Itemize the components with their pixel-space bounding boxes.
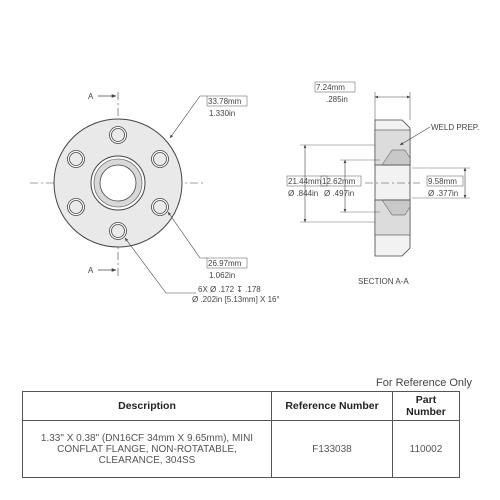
od-dim-mm: 33.78mm <box>208 97 242 106</box>
bc-dim-in: 1.062in <box>209 271 236 280</box>
cell-part-number: 110002 <box>393 421 460 478</box>
front-view <box>30 92 207 293</box>
cell-description: 1.33" X 0.38" (DN16CF 34mm X 9.65mm), MINI CONFLAT FLANGE, NON-ROTATABLE, CLEARANCE, 304SS <box>23 421 272 478</box>
od-dim-in: 1.330in <box>209 109 236 118</box>
table-row <box>23 421 460 478</box>
d1-dim-in: Ø .844in <box>288 189 319 198</box>
d3-dim-mm: 9.58mm <box>428 177 457 186</box>
reference-note: For Reference Only <box>376 377 472 389</box>
section-view <box>300 92 470 256</box>
header-part-number: Part Number <box>393 392 460 421</box>
thickness-dim-mm: 7.24mm <box>316 83 345 92</box>
d1-dim-mm: 21.44mm <box>288 177 322 186</box>
section-marker-bottom: A <box>88 266 94 275</box>
header-description: Description <box>23 392 272 421</box>
header-reference-number: Reference Number <box>272 392 393 421</box>
d3-dim-in: Ø .377in <box>428 189 459 198</box>
section-caption: SECTION A-A <box>358 277 409 286</box>
weld-prep-label: WELD PREP. <box>431 123 480 132</box>
d2-dim-in: Ø .497in <box>324 189 355 198</box>
cell-reference-number: F133038 <box>272 421 393 478</box>
bc-dim-mm: 26.97mm <box>208 259 242 268</box>
d2-dim-mm: 12.62mm <box>322 177 356 186</box>
hole-note-line1: 6X Ø .172 ↧ .178 <box>198 285 261 294</box>
thickness-dim-in: .285in <box>326 95 348 104</box>
section-marker-top: A <box>88 92 94 101</box>
hole-note-line2: Ø .202in [5.13mm] X 16° <box>192 295 280 304</box>
parts-table <box>22 391 460 478</box>
table-header-row <box>23 392 460 421</box>
